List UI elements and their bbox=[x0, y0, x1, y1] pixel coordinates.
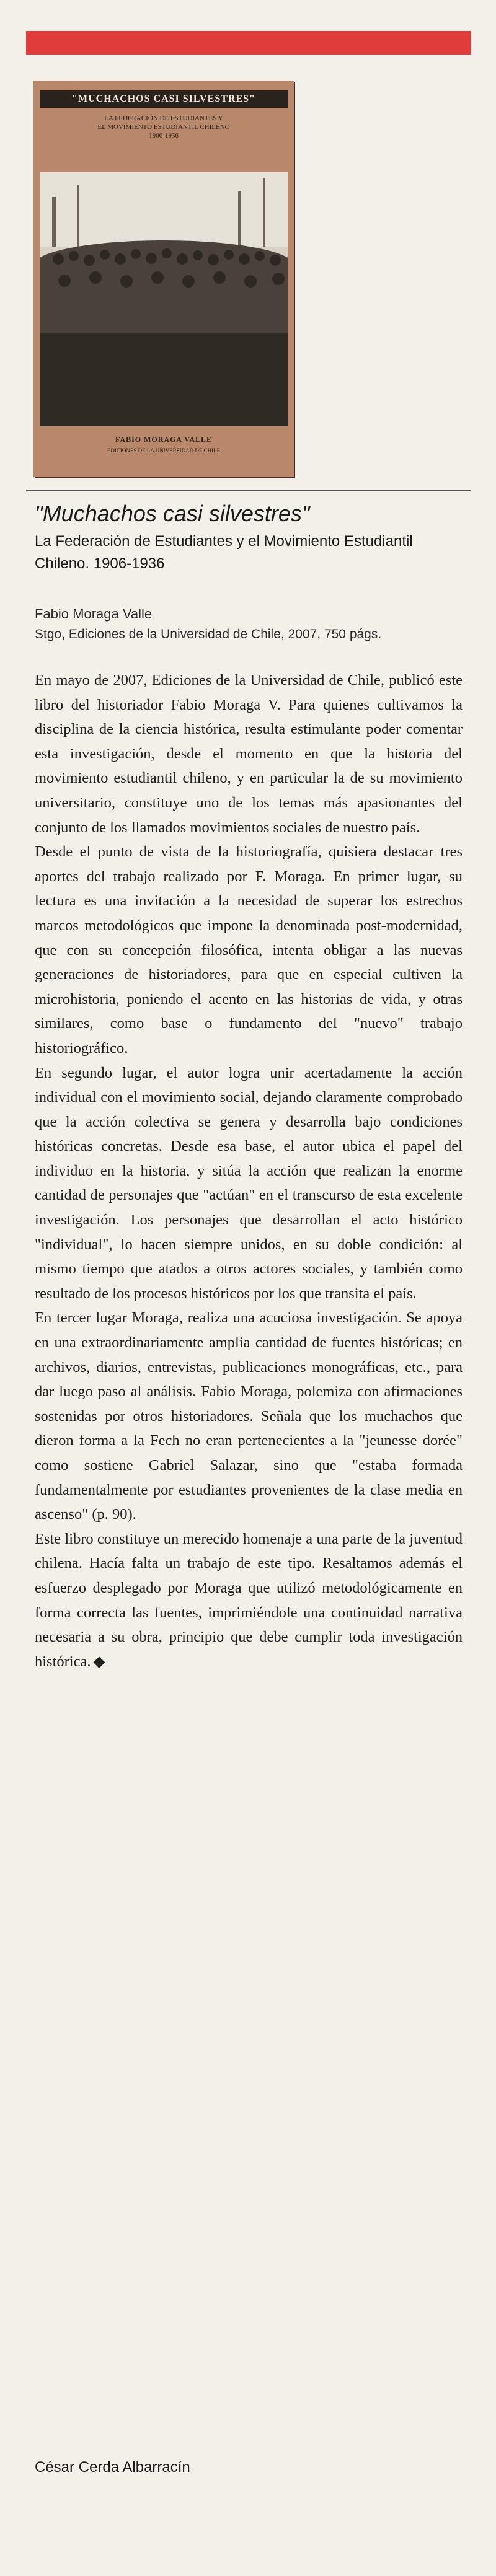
review-subtitle: La Federación de Estudiantes y el Movimiento Estudiantil Chileno. 1906-1936 bbox=[35, 533, 413, 572]
book-cover bbox=[33, 81, 294, 477]
review-title: "Muchachos casi silvestres" bbox=[35, 501, 310, 526]
crowd-photo bbox=[40, 172, 288, 426]
publication-info: Stgo, Ediciones de la Universidad de Chile, 2007, 750 págs. bbox=[35, 627, 382, 641]
crowd-photo-illustration bbox=[40, 172, 288, 426]
review-paragraph-2: Desde el punto de vista de la historiografía, quisiera destacar tres aportes del trabajo realizado por F. Moraga. En primer lugar, su lectura es una invitación a la necesidad de superar los estrechos marcos metodológicos que impone la denominada post-modernidad, que con su concepción filosófica, intenta obligar a las nuevas generaciones de historiadores, para que en especial cultiven la microhistoria, poniendo el acento en las historias de vida, y otras similares, como base o fundamento del "nuevo" trabajo historiográfico. bbox=[35, 843, 463, 1057]
book-cover-publisher: EDICIONES DE LA UNIVERSIDAD DE CHILE bbox=[107, 447, 221, 454]
section-header-bar bbox=[26, 31, 471, 55]
book-cover-title: "MUCHACHOS CASI SILVESTRES" bbox=[40, 90, 288, 108]
review-paragraph-5 bbox=[35, 1527, 463, 1674]
review-paragraph-1: En mayo de 2007, Ediciones de la Universidad de Chile, publicó este libro del historiador Fabio Moraga V. Para quienes cultivamos la disciplina de la ciencia histórica, resulta estimulante poder comentar esta investigación, desde el momento en que la historia del movimiento estudiantil chileno, y en particular la de su movimiento universitario, constituye uno de los temas más apasionantes del conjunto de los llamados movimientos sociales de nuestro país. bbox=[35, 672, 463, 836]
review-signature: César Cerda Albarracín bbox=[35, 2459, 190, 2476]
book-cover-subtitle-line1: LA FEDERACIÓN DE ESTUDIANTES Y bbox=[104, 115, 223, 122]
review-paragraph-5-text: Este libro constituye un merecido homenaje a una parte de la juventud chilena. Hacía falta un trabajo de este tipo. Resaltamos además el esfuerzo desplegado por Moraga que utilizó metodológicamente en forma correcta las fuentes, imprimiéndole una continuidad narrativa necesaria a su obra, principio que debe cumplir toda investigación histórica. bbox=[35, 1530, 463, 1670]
book-cover-subtitle-line2: EL MOVIMIENTO ESTUDIANTIL CHILENO bbox=[97, 123, 230, 131]
book-cover-section bbox=[26, 81, 471, 491]
book-cover-subtitle bbox=[40, 114, 288, 140]
book-author: Fabio Moraga Valle bbox=[35, 606, 153, 622]
review-paragraph-4: En tercer lugar Moraga, realiza una acuciosa investigación. Se apoya en una extraordinariamente amplia cantidad de fuentes históricas; en archivos, diarios, entrevistas, publicaciones monográficas, etc., para dar luego paso al análisis. Fabio Moraga, polemiza con afirmaciones sostenidas por otros historiadores. Señala que los muchachos que dieron forma a la Fech no eran pertenecientes a la "jeunesse dorée" como sostiene Gabriel Salazar, sino que "estaba formada fundamentalmente por estudiantes provenientes de la clase media en ascenso" (p. 90). bbox=[35, 1309, 463, 1523]
book-cover-author: FABIO MORAGA VALLE bbox=[115, 435, 213, 444]
review-body bbox=[35, 668, 463, 1674]
end-mark-icon: ◆ bbox=[93, 1653, 105, 1670]
book-cover-subtitle-line3: 1906-1936 bbox=[149, 132, 179, 139]
review-paragraph-3: En segundo lugar, el autor logra unir acertadamente la acción individual con el movimiento social, dejando claramente comprobado que la acción colectiva se genera y desarrolla bajo condiciones históricas concretas. Desde esa base, el autor ubica el papel del individuo en la historia, y sitúa la acción que realizan la enorme cantidad de personajes que "actúan" en el transcurso de esta excelente investigación. Los personajes que desarrollan el acto histórico "individual", lo hacen siempre unidos, en su doble condición: al mismo tiempo que atados a otros actores sociales, y también como resultado de los procesos históricos por los que transita el país. bbox=[35, 1064, 463, 1302]
